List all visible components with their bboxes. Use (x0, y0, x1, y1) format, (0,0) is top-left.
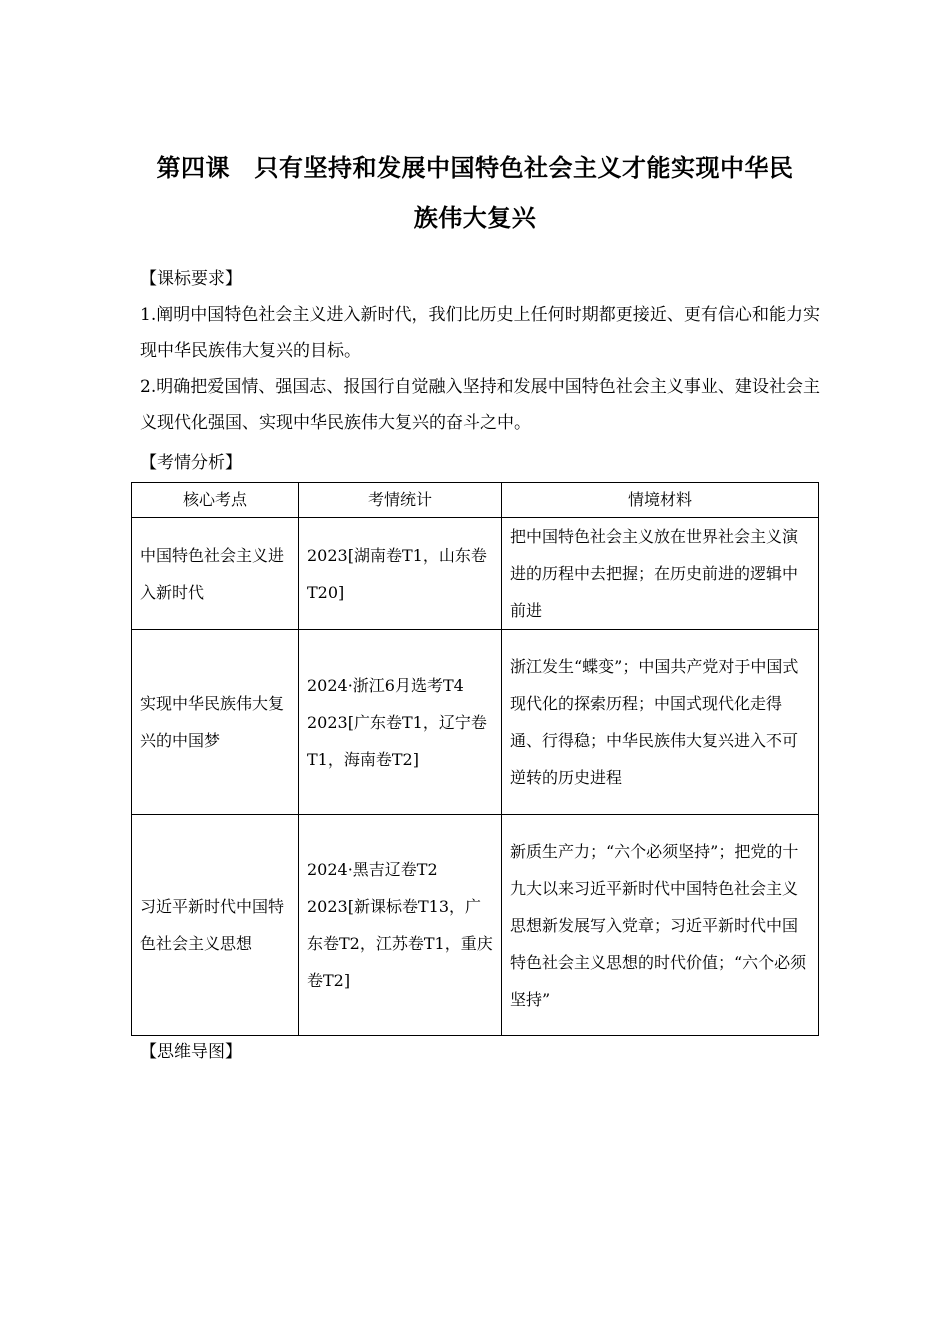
material-cell: 把中国特色社会主义放在世界社会主义演进的历程中去把握；在历史前进的逻辑中前进 (502, 518, 819, 630)
column-header-core-point: 核心考点 (132, 483, 299, 518)
core-point-cell: 中国特色社会主义进入新时代 (132, 518, 299, 630)
statistics-cell: 2023[湖南卷T1，山东卷T20] (299, 518, 502, 630)
analysis-label: 【考情分析】 (140, 453, 242, 473)
table-row (132, 630, 819, 815)
statistics-cell (299, 815, 502, 1036)
curriculum-label: 【课标要求】 (140, 269, 242, 289)
statistics-line: 2024·浙江6月选考T4 (307, 675, 464, 695)
material-cell: 浙江发生“蝶变”；中国共产党对于中国式现代化的探索历程；中国式现代化走得通、行得稳；中华民族伟大复兴进入不可逆转的历史进程 (502, 630, 819, 815)
lesson-title-line-1: 第四课 只有坚持和发展中国特色社会主义才能实现中华民 (156, 154, 794, 182)
statistics-line: 2024·黑吉辽卷T2 (307, 860, 438, 879)
column-header-statistics: 考情统计 (299, 483, 502, 518)
analysis-table (131, 482, 819, 1036)
curriculum-item-2: 2.明确把爱国情、强国志、报国行自觉融入坚持和发展中国特色社会主义事业、建设社会主义现代化强国、实现中华民族伟大复兴的奋斗之中。 (140, 377, 820, 433)
mindmap-label: 【思维导图】 (140, 1042, 242, 1062)
lesson-title (120, 143, 830, 243)
statistics-line: 2023[广东卷T1，辽宁卷T1，海南卷T2] (307, 712, 487, 769)
column-header-material: 情境材料 (502, 483, 819, 518)
material-cell: 新质生产力；“六个必须坚持”；把党的十九大以来习近平新时代中国特色社会主义思想新发展写入党章；习近平新时代中国特色社会主义思想的时代价值；“六个必须坚持” (502, 815, 819, 1036)
statistics-cell (299, 630, 502, 815)
statistics-line: 2023[新课标卷T13，广东卷T2，江苏卷T1，重庆卷T2] (307, 897, 493, 990)
table-row (132, 518, 819, 630)
core-point-cell: 实现中华民族伟大复兴的中国梦 (132, 630, 299, 815)
table-row (132, 815, 819, 1036)
lesson-title-line-2: 族伟大复兴 (413, 204, 537, 232)
core-point-cell: 习近平新时代中国特色社会主义思想 (132, 815, 299, 1036)
table-header-row (132, 483, 819, 518)
curriculum-item-1: 1.阐明中国特色社会主义进入新时代，我们比历史上任何时期都更接近、更有信心和能力实现中华民族伟大复兴的目标。 (140, 305, 820, 361)
